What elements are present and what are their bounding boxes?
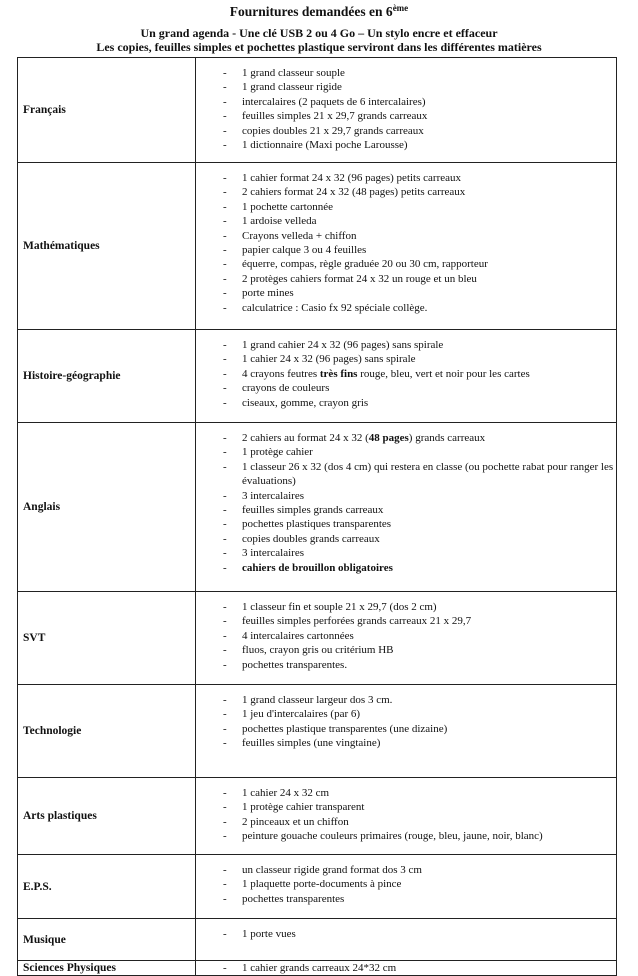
supply-item-text: 1 grand classeur largeur dos 3 cm. <box>242 694 393 706</box>
supply-item-text: ) grands carreaux <box>408 432 486 444</box>
supply-item <box>196 722 616 736</box>
supply-item-text: Crayons velleda + chiffon <box>242 229 357 242</box>
bullet-dash: - <box>223 81 227 94</box>
supply-list <box>196 786 616 844</box>
subject-row <box>18 330 617 423</box>
supply-item-text: 1 dictionnaire (Maxi poche Larousse) <box>242 139 408 152</box>
supply-item <box>196 124 616 138</box>
bullet-dash: - <box>223 962 227 974</box>
subject-row <box>18 58 617 163</box>
bullet-dash: - <box>223 172 227 184</box>
bullet-dash: - <box>223 382 227 395</box>
supply-list <box>196 600 616 672</box>
supply-item-text: ciseaux, gomme, crayon gris <box>242 396 369 409</box>
supply-item <box>196 352 616 366</box>
supply-item <box>196 517 616 531</box>
bullet-dash: - <box>223 339 227 351</box>
subject-items-cell <box>196 855 617 919</box>
bullet-dash: - <box>223 815 227 828</box>
bullet-dash: - <box>223 215 227 228</box>
bullet-dash: - <box>223 864 227 876</box>
supply-item <box>196 243 616 257</box>
bullet-dash: - <box>223 708 227 721</box>
supply-item-text: rouge, bleu, vert et noir pour les cartes <box>357 367 530 380</box>
subject-row <box>18 855 617 919</box>
bullet-dash: - <box>223 367 227 380</box>
supply-item-emphasis: 48 pages <box>368 432 409 444</box>
bullet-dash: - <box>223 737 227 750</box>
supply-list <box>196 338 616 410</box>
supply-item-emphasis: très fins <box>319 367 358 380</box>
subject-row <box>18 592 617 685</box>
bullet-dash: - <box>223 460 227 473</box>
supply-item <box>196 229 616 243</box>
supply-item <box>196 171 616 185</box>
bullet-dash: - <box>223 722 227 735</box>
supply-item-text: 1 cahier format 24 x 32 (96 pages) petits carreaux <box>242 172 461 184</box>
supply-item-text: 2 cahiers format 24 x 32 (48 pages) petits carreaux <box>242 186 466 199</box>
subject-name: Anglais <box>18 423 196 592</box>
subject-items-cell <box>196 919 617 961</box>
bullet-dash: - <box>223 504 227 517</box>
bullet-dash: - <box>223 139 227 152</box>
supplies-table <box>17 57 617 976</box>
supply-item-text: copies doubles 21 x 29,7 grands carreaux <box>242 124 424 137</box>
subject-name: Français <box>18 58 196 163</box>
supply-item <box>196 546 616 560</box>
bullet-dash: - <box>223 272 227 285</box>
supply-item-emphasis: cahiers de brouillon obligatoires <box>242 561 393 574</box>
supply-item-text: 1 ardoise velleda <box>242 215 317 228</box>
subject-name: Sciences Physiques <box>18 961 196 976</box>
bullet-dash: - <box>223 547 227 560</box>
supply-item <box>196 829 616 843</box>
subject-items-cell <box>196 423 617 592</box>
title-superscript: ème <box>392 3 409 13</box>
bullet-dash: - <box>223 353 227 366</box>
supply-item <box>196 736 616 750</box>
bullet-dash: - <box>223 532 227 545</box>
supply-list <box>196 961 616 975</box>
supply-item <box>196 460 616 489</box>
bullet-dash: - <box>223 644 227 657</box>
supply-item <box>196 301 616 315</box>
supply-item-text: porte mines <box>242 287 294 300</box>
bullet-dash: - <box>223 301 227 314</box>
supply-item <box>196 489 616 503</box>
supply-item-text: 1 protège cahier transparent <box>242 801 365 814</box>
supply-list <box>196 927 616 941</box>
supply-item <box>196 863 616 877</box>
subject-name: SVT <box>18 592 196 685</box>
supply-item <box>196 109 616 123</box>
bullet-dash: - <box>223 110 227 123</box>
title-text: Fournitures demandées en 6 <box>229 4 393 19</box>
supply-item-text: pochettes plastiques transparentes <box>242 518 392 531</box>
supply-item-text: calculatrice : Casio fx 92 spéciale collège. <box>242 301 428 314</box>
bullet-dash: - <box>223 186 227 199</box>
document-subtitle <box>0 26 638 54</box>
subject-items-cell <box>196 58 617 163</box>
bullet-dash: - <box>223 396 227 409</box>
supply-item-text: 1 jeu d'intercalaires (par 6) <box>242 708 361 721</box>
bullet-dash: - <box>223 629 227 642</box>
supply-item <box>196 396 616 410</box>
bullet-dash: - <box>223 892 227 905</box>
bullet-dash: - <box>223 615 227 628</box>
supply-item <box>196 272 616 286</box>
supply-item-text: fluos, crayon gris ou critérium HB <box>242 644 394 657</box>
supply-item-text: copies doubles grands carreaux <box>242 532 380 545</box>
supply-item <box>196 214 616 228</box>
supply-item-text: 1 grand classeur souple <box>242 67 345 79</box>
supply-item <box>196 367 616 381</box>
supply-item <box>196 658 616 672</box>
shared-supplies-note: Les copies, feuilles simples et pochettes plastique serviront dans les différentes matières <box>96 40 542 54</box>
supply-item-text: 1 cahier grands carreaux 24*32 cm <box>242 962 397 974</box>
supply-item-text: 3 intercalaires <box>242 547 304 560</box>
bullet-dash: - <box>223 67 227 79</box>
supply-item <box>196 286 616 300</box>
supply-item <box>196 66 616 80</box>
bullet-dash: - <box>223 601 227 613</box>
bullet-dash: - <box>223 95 227 108</box>
bullet-dash: - <box>223 244 227 257</box>
supply-item <box>196 561 616 575</box>
bullet-dash: - <box>223 658 227 671</box>
supply-item <box>196 815 616 829</box>
supply-item-text: peinture gouache couleurs primaires (rouge, bleu, jaune, noir, blanc) <box>242 830 543 843</box>
supply-item <box>196 629 616 643</box>
supply-item <box>196 445 616 459</box>
supply-item-text: pochettes transparentes. <box>242 658 348 671</box>
bullet-dash: - <box>223 432 227 444</box>
supply-item-text: 1 grand cahier 24 x 32 (96 pages) sans spirale <box>242 339 444 351</box>
bullet-dash: - <box>223 787 227 799</box>
supply-item-text: intercalaires (2 paquets de 6 intercalaires) <box>242 95 426 108</box>
supply-item <box>196 338 616 352</box>
supply-list <box>196 431 616 575</box>
supply-item <box>196 927 616 941</box>
supply-item-text: pochettes plastique transparentes (une dizaine) <box>242 722 448 735</box>
supply-item <box>196 877 616 891</box>
bullet-dash: - <box>223 928 227 940</box>
supply-item-text: 2 cahiers au format 24 x 32 ( <box>242 432 369 444</box>
supply-item-text: 1 classeur fin et souple 21 x 29,7 (dos 2 cm) <box>242 601 437 613</box>
subject-row <box>18 961 617 976</box>
subject-name: Mathématiques <box>18 163 196 330</box>
bullet-dash: - <box>223 694 227 706</box>
supply-item-text: 1 plaquette porte-documents à pince <box>242 878 402 891</box>
supply-item-text: équerre, compas, règle graduée 20 ou 30 cm, rapporteur <box>242 258 488 271</box>
subject-items-cell <box>196 778 617 855</box>
subject-name: Technologie <box>18 685 196 778</box>
supply-item <box>196 643 616 657</box>
supply-item-text: 1 pochette cartonnée <box>242 200 334 213</box>
supply-item <box>196 257 616 271</box>
supply-item <box>196 707 616 721</box>
supply-item <box>196 800 616 814</box>
supply-item-text: feuilles simples perforées grands carreaux 21 x 29,7 <box>242 615 472 628</box>
supply-item-text: feuilles simples (une vingtaine) <box>242 737 381 750</box>
supply-item <box>196 600 616 614</box>
subject-items-cell <box>196 592 617 685</box>
supply-item <box>196 503 616 517</box>
supply-item <box>196 532 616 546</box>
supply-item <box>196 614 616 628</box>
supply-item-text: 3 intercalaires <box>242 489 304 502</box>
supply-item <box>196 693 616 707</box>
subject-items-cell <box>196 163 617 330</box>
subject-row <box>18 778 617 855</box>
supply-item-text: 2 pinceaux et un chiffon <box>242 815 349 828</box>
supply-item-text: un classeur rigide grand format dos 3 cm <box>242 864 422 876</box>
supply-item <box>196 381 616 395</box>
supply-item-text: 1 classeur 26 x 32 (dos 4 cm) qui restera en classe (ou pochette rabat pour ranger les évaluations) <box>242 460 614 488</box>
subject-items-cell <box>196 685 617 778</box>
supply-item-text: papier calque 3 ou 4 feuilles <box>242 244 367 257</box>
bullet-dash: - <box>223 287 227 300</box>
bullet-dash: - <box>223 561 227 574</box>
supply-item-text: feuilles simples grands carreaux <box>242 504 384 517</box>
subject-items-cell <box>196 961 617 976</box>
subject-row <box>18 685 617 778</box>
supply-item-text: 1 porte vues <box>242 928 296 940</box>
bullet-dash: - <box>223 801 227 814</box>
subject-name: Arts plastiques <box>18 778 196 855</box>
supply-item-text: 1 cahier 24 x 32 cm <box>242 787 330 799</box>
supply-item-text: 4 crayons feutres <box>242 367 320 380</box>
supply-item-text: 1 protège cahier <box>242 446 313 459</box>
supply-item-text: 1 grand classeur rigide <box>242 81 342 94</box>
supply-item <box>196 95 616 109</box>
bullet-dash: - <box>223 229 227 242</box>
supply-item-text: crayons de couleurs <box>242 382 330 395</box>
bullet-dash: - <box>223 446 227 459</box>
supply-item <box>196 892 616 906</box>
bullet-dash: - <box>223 518 227 531</box>
supply-item-text: 2 protèges cahiers format 24 x 32 un rouge et un bleu <box>242 272 477 285</box>
subject-name: Histoire-géographie <box>18 330 196 423</box>
subject-row <box>18 423 617 592</box>
subject-row <box>18 163 617 330</box>
bullet-dash: - <box>223 489 227 502</box>
subject-items-cell <box>196 330 617 423</box>
supply-list <box>196 66 616 152</box>
supply-item <box>196 80 616 94</box>
document-title <box>0 0 638 20</box>
supply-item <box>196 138 616 152</box>
subject-row <box>18 919 617 961</box>
general-supplies-line: Un grand agenda - Une clé USB 2 ou 4 Go – Un stylo encre et effaceur <box>140 26 498 40</box>
bullet-dash: - <box>223 878 227 891</box>
supply-item-text: pochettes transparentes <box>242 892 345 905</box>
supply-item <box>196 431 616 445</box>
bullet-dash: - <box>223 258 227 271</box>
subject-name: Musique <box>18 919 196 961</box>
supply-item-text: 4 intercalaires cartonnées <box>242 629 354 642</box>
bullet-dash: - <box>223 830 227 843</box>
supply-item-text: 1 cahier 24 x 32 (96 pages) sans spirale <box>242 353 416 366</box>
supply-list <box>196 863 616 906</box>
supply-item <box>196 200 616 214</box>
subject-name: E.P.S. <box>18 855 196 919</box>
bullet-dash: - <box>223 124 227 137</box>
supply-list <box>196 171 616 315</box>
supply-item <box>196 786 616 800</box>
supply-item <box>196 185 616 199</box>
bullet-dash: - <box>223 200 227 213</box>
supply-list <box>196 693 616 751</box>
supply-item <box>196 961 616 975</box>
supply-item-text: feuilles simples 21 x 29,7 grands carreaux <box>242 110 428 123</box>
